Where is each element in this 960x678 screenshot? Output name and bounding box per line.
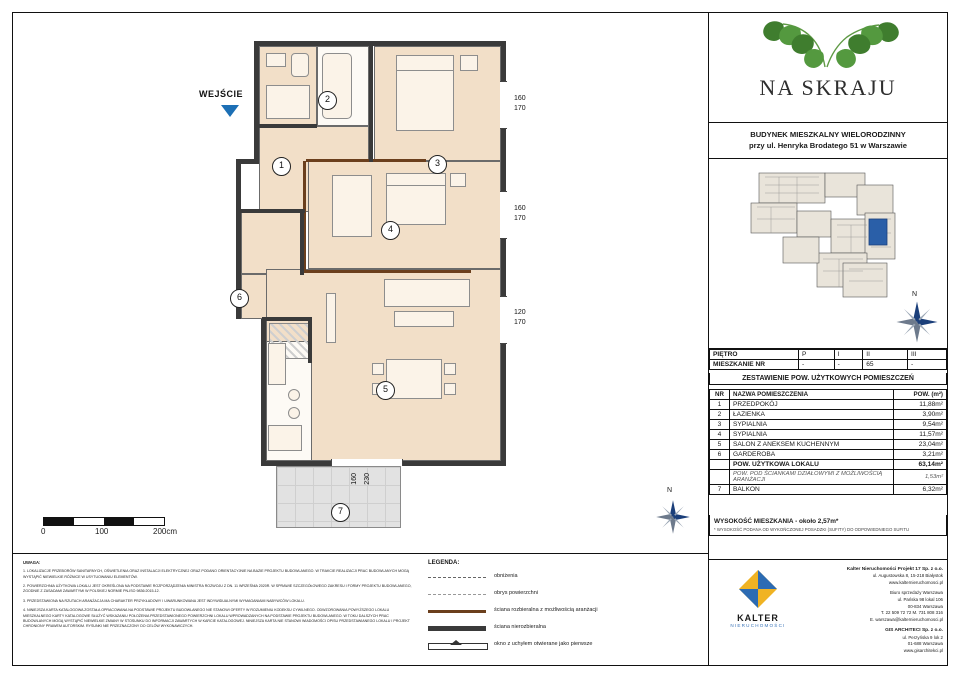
- title-block: [709, 13, 947, 667]
- wardrobe-4: [332, 175, 372, 237]
- wall-removable-2: [303, 270, 471, 273]
- notes-title: UWAGA:: [23, 560, 41, 565]
- legend-label-4: ściana nierozbieralna: [494, 624, 546, 631]
- key-plan-compass: [895, 291, 939, 343]
- schedule-title: ZESTAWIENIE POW. UŻYTKOWYCH POMIESZCZEŃ: [709, 373, 947, 385]
- hob-burner-1: [288, 389, 300, 401]
- chair-4: [444, 383, 456, 395]
- note-4: 4. NINIEJSZA KARTA KATALOGOWA ZOSTAŁA OPRACOWANA NA PODSTAWIE PROJEKTU BUDOWLANEGO NIE STANOWI OFERTY W ROZUMIENIU KODEKSU CYWILNEGO. ODWZOROWANIA POWYŻSZEGO LOKALU MIESZKALNEGO KARTY KATALOGOWE SŁUŻYĆ WSKAZANIU POŁOŻENIA PRZEDSTAWIONEGO POWIERZCHNI LOKALU WPROWADZANYCH NA PODSTAWIE PROJEKTU BUDOWLANEGO. W TOKU DALSZYCH PRAC BUDOWLANYCH MOGĄ WYSTĄPIĆ NIEWIELKIE ZMIANY W STOSUNKU DO INFORMACJI ZAWARTYCH W KARCIE KATALOGOWEJ. NINIEJSZA KARTA NIE STANOWI WIADOMOŚCI OPISU PRZEDSTAWIANEGO LOKALU I PROJEKT CHRONIONY PRAWEM AUTORSKIM. RYSUNKI NIE PRZEZNACZONY DO CELÓW WYKONAWCZYCH.: [23, 608, 410, 629]
- row-name: SYPIALNIA: [730, 430, 894, 440]
- fridge-icon: [268, 343, 286, 385]
- compass-north-label: N: [667, 487, 673, 494]
- row-name: ŁAZIENKA: [730, 410, 894, 420]
- shower-icon: [266, 85, 310, 119]
- window-dim-1-h: 170: [514, 105, 526, 112]
- row-nr: 4: [710, 430, 730, 440]
- balcony-door: [331, 459, 403, 466]
- sales-line-2: 00-834 Warszawa: [907, 603, 943, 609]
- bed-pillow-3: [396, 55, 454, 71]
- legend-item-1: [428, 572, 698, 582]
- legend-symbol-dashdot: [428, 589, 486, 599]
- schedule-balcony-row: [710, 485, 947, 495]
- row-nr: 5: [710, 440, 730, 450]
- nightstand-4: [450, 173, 466, 187]
- kalter-diamond-icon: [737, 568, 779, 610]
- brand-name: NA SKRAJU: [759, 75, 897, 100]
- schedule-header-nr: NR: [710, 390, 730, 400]
- developer-title: Kalter Nieruchomości Projekt 17 Sp. z o.o.: [846, 567, 943, 572]
- key-plan: [709, 159, 947, 349]
- sales-line-1: ul. Pańska 98 lokal 106: [897, 597, 943, 603]
- sales-block: [805, 590, 943, 623]
- kalter-logo: [715, 568, 801, 628]
- notes-band: [13, 553, 709, 666]
- schedule-header-area: POW. (m²): [894, 390, 947, 400]
- coffee-table-icon: [394, 311, 454, 327]
- legend-item-5: [428, 640, 698, 650]
- total-label: POW. UŻYTKOWA LOKALU: [730, 460, 894, 470]
- legend-label-3: ściana rozbieralna z możliwością aranżacji: [494, 607, 598, 614]
- legend-label-2: obrys powierzchni: [494, 590, 539, 597]
- table-row: [710, 440, 947, 450]
- row-area: 3,21m²: [894, 450, 947, 460]
- architect-line-3: www.gisarchitekci.pl: [903, 647, 943, 653]
- wall-bottom-right: [466, 461, 506, 466]
- schedule-header-name: NAZWA POMIESZCZENIA: [730, 390, 894, 400]
- wall-internal-h2: [241, 209, 305, 213]
- window-5: [500, 296, 507, 344]
- kitchen-sink-icon: [268, 425, 302, 451]
- developer-block: [805, 566, 943, 586]
- toilet-icon: [291, 53, 309, 77]
- floor-label: PIĘTRO: [710, 350, 799, 360]
- chair-1: [372, 363, 384, 375]
- row-area: 11,88m²: [894, 400, 947, 410]
- room-number-7: 7: [331, 503, 350, 522]
- sink-icon: [266, 53, 286, 67]
- floor-iii: III: [908, 350, 947, 360]
- footer-contacts: [805, 566, 943, 658]
- balcony-dim-w: 160: [351, 473, 358, 485]
- architect-line-1: ul. Perzyńska 9 lok 2: [902, 634, 943, 640]
- table-row: [710, 450, 947, 460]
- key-plan-north-label: N: [912, 291, 918, 298]
- apartment-label: MIESZKANIE NR: [710, 360, 799, 370]
- room-wardrobe-6: [241, 212, 303, 274]
- bed-pillow-4: [386, 173, 446, 186]
- table-row: [710, 420, 947, 430]
- partition-area: 1,53m²: [894, 470, 947, 485]
- architect-line-2: 01-688 Warszawa: [907, 641, 943, 647]
- window-4: [500, 191, 507, 239]
- tv-unit-icon: [326, 293, 336, 343]
- legend-label-1: obniżenia: [494, 573, 518, 580]
- row-area: 11,57m²: [894, 430, 947, 440]
- note-2: 2. POWIERZCHNIA UŻYTKOWA LOKALU JEST OKREŚLONA NA PODSTAWIE ROZPORZĄDZENIA MINISTRA ROZWOJU Z DN. 11 WRZEŚNIA 2020R. W SPRAWIE SZCZEGÓŁOWEGO ZAKRESU I FORMY PROJEKTU BUDOWLANEGO, ZGODNIE Z ZASADAMI ZAWARTYMI W POLSKIEJ NORMIE PN-ISO 9836:2015-12.: [23, 584, 412, 594]
- wall-internal-h1: [259, 124, 317, 128]
- wall-removable-3: [306, 159, 426, 162]
- row-area: 9,54m²: [894, 420, 947, 430]
- schedule-partition-row: [710, 470, 947, 485]
- scale-tick-0: 0: [41, 527, 46, 536]
- legend-item-4: [428, 623, 698, 633]
- compass-rose: [651, 487, 695, 543]
- row-area: 23,04m²: [894, 440, 947, 450]
- wall-internal-v2: [300, 209, 304, 275]
- table-row: [710, 430, 947, 440]
- room-number-1: 1: [272, 157, 291, 176]
- sales-line-3: T. 22 509 72 72 M. 731 808 316: [880, 610, 943, 616]
- ivy-logo-icon: [709, 13, 947, 73]
- apartment-p: -: [799, 360, 835, 370]
- floor-row: [710, 350, 947, 360]
- apartment-iii: -: [908, 360, 947, 370]
- room-number-4: 4: [381, 221, 400, 240]
- developer-line-2: www.kalternieruchomosci.pl: [888, 579, 943, 585]
- balcony-dim-h: 230: [364, 473, 371, 485]
- total-area: 63,14m²: [894, 460, 947, 470]
- height-note: WYSOKOŚĆ MIESZKANIA - około 2,57m*: [714, 518, 839, 525]
- legend-title: LEGENDA:: [428, 560, 460, 566]
- hob-burner-2: [288, 407, 300, 419]
- legend-symbol-dashed-thin: [428, 572, 486, 582]
- row-name: GARDEROBA: [730, 450, 894, 460]
- sales-line-4: E. warszawa@kalternieruchomosci.pl: [869, 616, 943, 622]
- wall-internal-v1: [369, 46, 373, 162]
- plan-drawing: [21, 19, 701, 549]
- floor-i: I: [834, 350, 863, 360]
- room-number-3: 3: [428, 155, 447, 174]
- kalter-sub: NIERUCHOMOŚCI: [730, 623, 786, 628]
- kalter-name: KALTER: [737, 613, 779, 623]
- legend-item-3: [428, 606, 698, 616]
- legend-label-5: okno z uchyłem otwierane jako pierwsze: [494, 641, 593, 648]
- legend-symbol-brown-wall: [428, 606, 486, 616]
- room-number-2: 2: [318, 91, 337, 110]
- balcony-nr: 7: [710, 485, 730, 495]
- row-nr: 1: [710, 400, 730, 410]
- footer-block: [709, 559, 947, 667]
- row-name: SYPIALNIA: [730, 420, 894, 430]
- window-3: [500, 81, 507, 129]
- row-area: 3,90m²: [894, 410, 947, 420]
- logo-box: [709, 13, 947, 123]
- apartment-i: -: [834, 360, 863, 370]
- compass-icon: [655, 499, 691, 535]
- room-number-5: 5: [376, 381, 395, 400]
- row-name: PRZEDPOKÓJ: [730, 400, 894, 410]
- note-1: 1. LOKALIZACJE PRZEBORÓW SANITARNYCH, OŚWIETLENIA ORAZ INSTALACJI ELEKTRYCZNEJ ORAZ PODANO ORIENTACYJNIE NA BAZIE PROJEKTU BUDOWLANEGO. W TRAKCIE REALIZACJI PRAC BUDOWLANYCH MOGĄ WYSTĄPIĆ NIEWIELKIE RÓŻNICE W USYTUOWANIU ELEMENTÓW.: [23, 569, 410, 579]
- apartment-row: [710, 360, 947, 370]
- window-dim-2-w: 160: [514, 205, 526, 212]
- entry-label: WEJŚCIE: [199, 89, 244, 99]
- floor-p: P: [799, 350, 835, 360]
- window-dim-2-h: 170: [514, 215, 526, 222]
- notes-block: [23, 560, 413, 634]
- architect-title: GIS ARCHITECI Sp. z o.o.: [885, 628, 943, 634]
- legend-block: [428, 560, 698, 657]
- schedule-header-row: [710, 390, 947, 400]
- project-subtitle-2: przy ul. Henryka Brodatego 51 w Warszawie: [749, 141, 907, 150]
- room-number-6: 6: [230, 289, 249, 308]
- key-plan-highlight: [869, 219, 887, 245]
- wall-internal-h3: [262, 317, 312, 321]
- sales-title: Biuro sprzedaży Warszawa: [889, 590, 943, 596]
- room-schedule-table: [709, 389, 947, 495]
- note-3: 3. PRZEDSTAWIONA NA RZUTACH ARANŻACJA MA CHARAKTER PRZYKŁADOWY I UWARUNKOWANA JEST INDYWIDUALNYMI WYMAGANIAMI NABYWCÓW LOKALU.: [23, 598, 305, 603]
- key-plan-diagram: [739, 167, 919, 307]
- scale-tick-2: 200cm: [153, 527, 178, 536]
- legend-item-2: [428, 589, 698, 599]
- table-row: [710, 400, 947, 410]
- apartment-ii: 65: [863, 360, 908, 370]
- balcony-label: BALKON: [730, 485, 894, 495]
- developer-line-1: ul. Augustowska 8, 15-218 Białystok: [872, 573, 943, 579]
- scale-bar: [43, 517, 193, 538]
- row-nr: 6: [710, 450, 730, 460]
- window-dim-3-h: 170: [514, 319, 526, 326]
- scale-tick-1: 100: [95, 527, 109, 536]
- legend-symbol-window: [428, 640, 486, 650]
- key-plan-compass-icon: [895, 300, 939, 344]
- sofa-icon: [384, 279, 470, 307]
- row-nr: 3: [710, 420, 730, 430]
- architect-block: [805, 627, 943, 654]
- project-address: [709, 123, 947, 159]
- row-name: SALON Z ANEKSEM KUCHENNYM: [730, 440, 894, 450]
- floor-ii: II: [863, 350, 908, 360]
- chair-3: [444, 363, 456, 375]
- row-nr: 2: [710, 410, 730, 420]
- apartment-outline: [236, 41, 526, 516]
- balcony-area: 6,32m²: [894, 485, 947, 495]
- schedule-total-row: [710, 460, 947, 470]
- wall-internal-v3: [308, 317, 312, 363]
- table-row: [710, 410, 947, 420]
- window-dim-3-w: 120: [514, 309, 526, 316]
- partition-label: POW. POD ŚCIANKAMI DZIAŁOWYMI Z MOŻLIWOŚCIĄ ARANŻACJI: [730, 470, 894, 485]
- height-note-box: [709, 515, 947, 536]
- height-note-small: * WYSOKOŚĆ PODANA OD WYKOŃCZONEJ POSADZKI (SUFITY) DO ODPOWIEDNIEGO SUFITU: [714, 527, 910, 532]
- nightstand-3: [460, 55, 478, 71]
- project-subtitle-1: BUDYNEK MIESZKALNY WIELORODZINNY: [750, 130, 906, 139]
- floor-table: [709, 349, 947, 370]
- plan-area: [13, 13, 709, 553]
- legend-symbol-solid-wall: [428, 623, 486, 633]
- window-dim-1-w: 160: [514, 95, 526, 102]
